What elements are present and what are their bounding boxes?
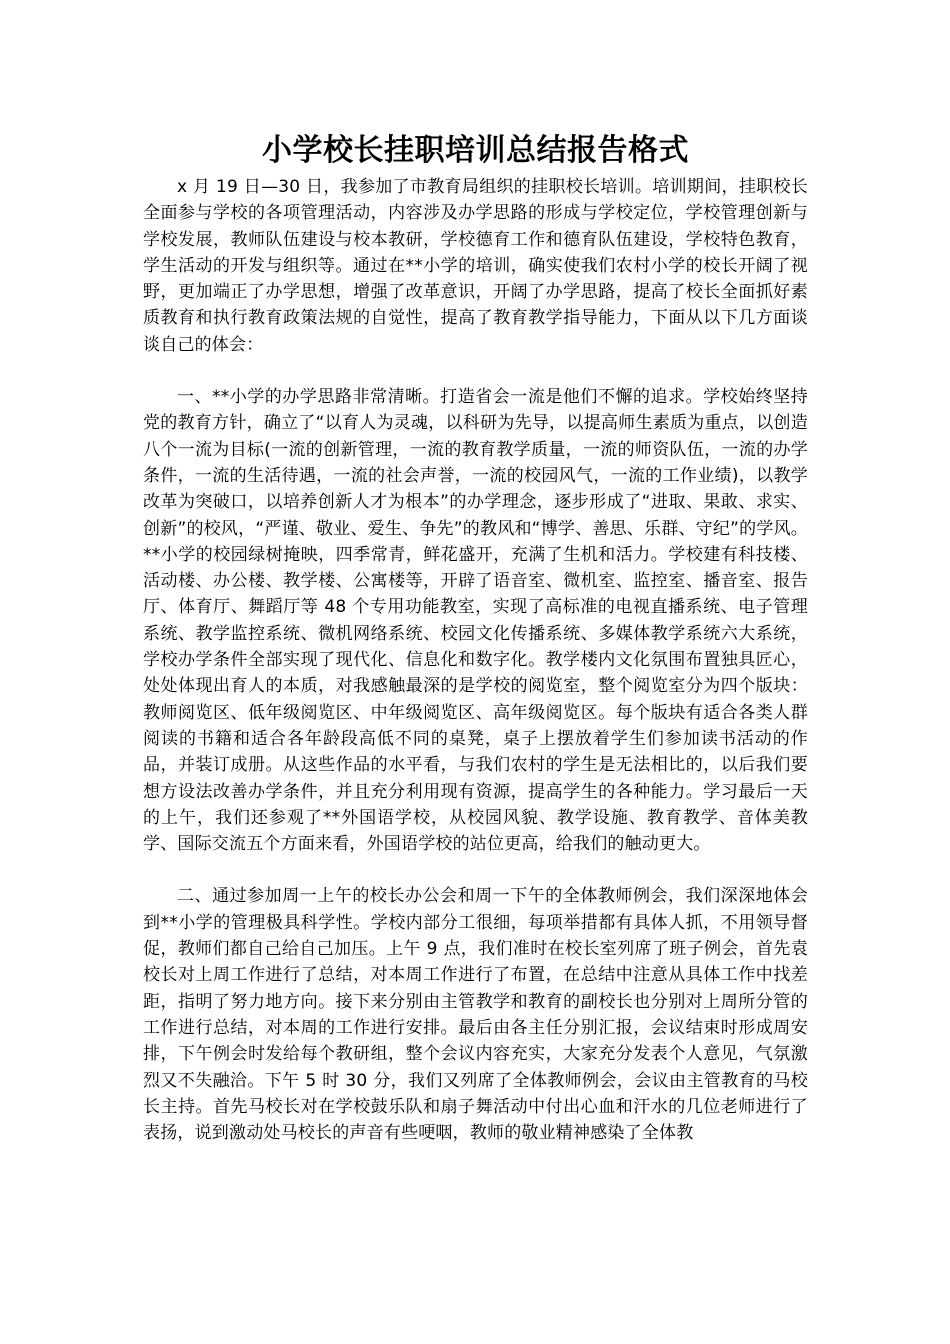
paragraph-intro: x 月 19 日—30 日，我参加了市教育局组织的挂职校长培训。培训期间，挂职校长全面参与学校的各项管理活动，内容涉及办学思路的形成与学校定位，学校管理创新与学校发展，教师队伍建设与校本教研，学校德育工作和德育队伍建设，学校特色教育，学生活动的开发与组织等。通过在**小学的培训，确实使我们农村小学的校长开阔了视野，更加端正了办学思想，增强了改革意识，开阔了办学思路，提高了校长全面抓好素质教育和执行教育政策法规的自觉性，提高了教育教学指导能力，下面从以下几方面谈谈自己的体会：: [143, 177, 808, 355]
document-page: [143, 128, 808, 1146]
document-title: 小学校长挂职培训总结报告格式: [262, 133, 689, 168]
paragraph-section-2: 二、通过参加周一上午的校长办公会和周一下午的全体教师例会，我们深深地体会到**小学的管理极具科学性。学校内部分工很细，每项举措都有具体人抓，不用领导督促，教师们都自己给自己加压。上午 9 点，我们准时在校长室列席了班子例会，首先袁校长对上周工作进行了总结，对本周工作进行了布置，在总结中注意从具体工作中找差距，指明了努力地方向。接下来分别由主管教学和教育的副校长也分别对上周所分管的工作进行总结，对本周的工作进行安排。最后由各主任分别汇报，会议结束时形成周安排，下午例会时发给每个教研组，整个会议内容充实，大家充分发表个人意见，气氛激烈又不失融洽。下午 5 时 30 分，我们又列席了全体教师例会，会议由主管教育的马校长主持。首先马校长对在学校鼓乐队和扇子舞活动中付出心血和汗水的几位老师进行了表扬，说到激动处马校长的声音有些哽咽，教师的敬业精神感染了全体教: [143, 886, 808, 1144]
paragraph-section-1: 一、**小学的办学思路非常清晰。打造省会一流是他们不懈的追求。学校始终坚持党的教育方针，确立了“以育人为灵魂，以科研为先导，以提高师生素质为重点，以创造八个一流为目标(一流的创新管理，一流的教育教学质量，一流的师资队伍，一流的办学条件，一流的生活待遇，一流的社会声誉，一流的校园风气，一流的工作业绩)，以教学改革为突破口，以培养创新人才为根本”的办学理念，逐步形成了“进取、果敢、求实、创新”的校风，“严谨、敬业、爱生、争先”的教风和“博学、善思、乐群、守纪”的学风。**小学的校园绿树掩映，四季常青，鲜花盛开，充满了生机和活力。学校建有科技楼、活动楼、办公楼、教学楼、公寓楼等，开辟了语音室、微机室、监控室、播音室、报告厅、体育厅、舞蹈厅等 48 个专用功能教室，实现了高标准的电视直播系统、电子管理系统、教学监控系统、微机网络系统、校园文化传播系统、多媒体教学系统六大系统，学校办学条件全部实现了现代化、信息化和数字化。教学楼内文化氛围布置独具匠心，处处体现出育人的本质，对我感触最深的是学校的阅览室，整个阅览室分为四个版块：教师阅览区、低年级阅览区、中年级阅览区、高年级阅览区。每个版块有适合各类人群阅读的书籍和适合各年龄段高低不同的桌凳，桌子上摆放着学生们参加读书活动的作品，并装订成册。从这些作品的水平看，与我们农村的学生是无法相比的，以后我们要想方设法改善办学条件，并且充分利用现有资源，提高学生的各种能力。学习最后一天的上午，我们还参观了**外国语学校，从校园风貌、教学设施、教育教学、音体美教学、国际交流五个方面来看，外国语学校的站位更高，给我们的触动更大。: [143, 387, 808, 855]
